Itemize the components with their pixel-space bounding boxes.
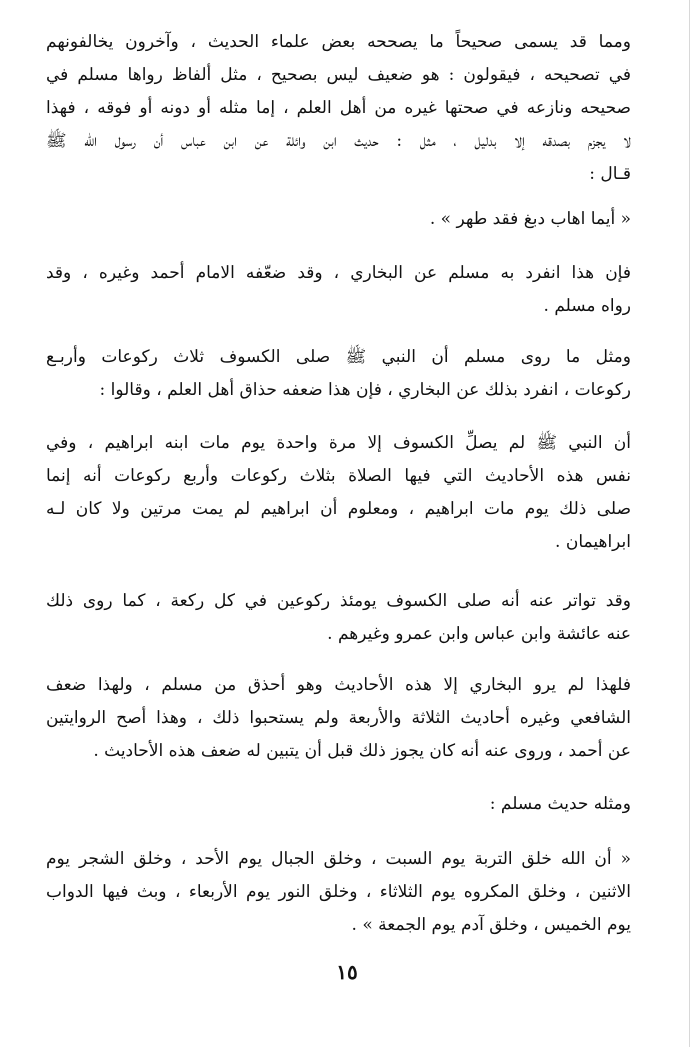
text-line: ومما قد يسمى صحيحاً ما يصححه بعض علماء الحديث ، وآخرون يخالفونهم xyxy=(46,32,631,52)
text-line: فإن هذا انفرد به مسلم عن البخاري ، وقد ضعّفه الامام أحمد وغيره ، وقد xyxy=(46,263,631,283)
text-line: وقد تواتر عنه أنه صلى الكسوف يومئذ ركوعين في كل ركعة ، كما روى ذلك xyxy=(46,591,631,611)
text-line: ومثله حديث مسلم : xyxy=(489,794,631,814)
text-line: صحيحه ونازعه في صحتها غيره من أهل العلم ، إما مثله أو دونه أو فوقه ، فهذا xyxy=(46,98,631,118)
text-line: عنه عائشة وابن عباس وابن عمرو وغيرهم . xyxy=(327,624,631,644)
text-line: رواه مسلم . xyxy=(543,296,631,316)
paragraph-5 xyxy=(46,427,631,559)
text-line: قـال : xyxy=(589,164,631,184)
text-line: ومثل ما روى مسلم أن النبي ﷺ صلى الكسوف ثلاث ركوعات وأربـع xyxy=(46,347,631,367)
page-number: ١٥ xyxy=(336,960,358,984)
paragraph-4 xyxy=(46,341,631,407)
paragraph-2 xyxy=(46,203,631,236)
paragraph-1 xyxy=(46,26,631,191)
paragraph-3 xyxy=(46,257,631,323)
text-line: « أيما اهاب دبغ فقد طهر » . xyxy=(429,209,631,229)
text-line: صلى ذلك يوم مات ابراهيم ، ومعلوم أن ابراهيم لم يمت مرتين ولا كان لـه xyxy=(46,499,631,519)
paragraph-9 xyxy=(46,843,631,942)
text-line: الشافعي وغيره أحاديث الثلاثة والأربعة ولم يستحبوا ذلك ، وهذا أصح الروايتين xyxy=(46,708,631,728)
text-line: عن أحمد ، وروى عنه أنه كان يجوز ذلك قبل أن يتبين له ضعف هذه الأحاديث . xyxy=(93,741,631,761)
text-line: نفس هذه الأحاديث التي فيها الصلاة بثلاث ركوعات وأربع ركوعات أنه إنما xyxy=(46,466,631,486)
text-line: يوم الخميس ، وخلق آدم يوم الجمعة » . xyxy=(351,915,631,935)
paragraph-6 xyxy=(46,585,631,651)
text-line: في تصحيحه ، فيقولون : هو ضعيف ليس بصحيح ، مثل ألفاظ رواها مسلم في xyxy=(46,65,631,85)
text-line: « أن الله خلق التربة يوم السبت ، وخلق الجبال يوم الأحد ، وخلق الشجر يوم xyxy=(46,849,631,869)
text-line: لا يجزم بصدقه إلا بدليل ، مثل : حديث ابن وائلة عن ابن عباس أن رسول الله ﷺ xyxy=(46,131,631,151)
text-line: فلهذا لم يرو البخاري إلا هذه الأحاديث وهو أحذق من مسلم ، ولهذا ضعف xyxy=(46,675,631,695)
paragraph-8 xyxy=(46,788,631,821)
text-line: الاثنين ، وخلق المكروه يوم الثلاثاء ، وخلق النور يوم الأربعاء ، وبث فيها الدواب xyxy=(46,882,631,902)
paragraph-7 xyxy=(46,669,631,768)
text-line: ركوعات ، انفرد بذلك عن البخاري ، فإن هذا ضعفه حذاق أهل العلم ، وقالوا : xyxy=(99,380,631,400)
text-line: ابراهيمان . xyxy=(555,532,631,552)
text-line: أن النبي ﷺ لم يصلِّ الكسوف إلا مرة واحدة يوم مات ابنه ابراهيم ، وفي xyxy=(46,433,631,453)
